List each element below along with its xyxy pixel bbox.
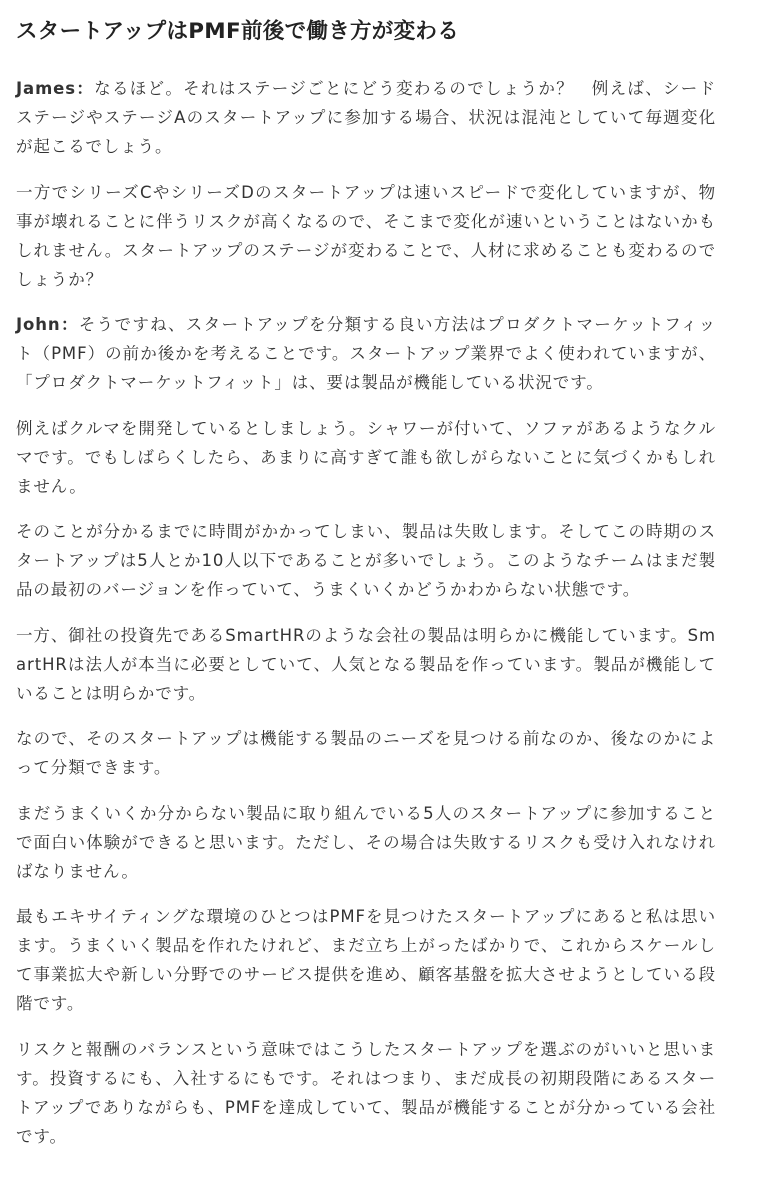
paragraph-text: まだうまくいくか分からない製品に取り組んでいる5人のスタートアップに参加することで面白い体験ができると思います。ただし、その場合は失敗するリスクも受け入れなければなりません。 [16,803,716,881]
paragraph [16,621,716,708]
paragraph [16,724,716,782]
paragraph [16,799,716,886]
paragraph [16,902,716,1018]
paragraph-text: なので、そのスタートアップは機能する製品のニーズを見つける前なのか、後なのかによって分類できます。 [16,729,716,777]
paragraph [16,74,716,161]
article-title: スタートアップはPMF前後で働き方が変わる [16,19,459,44]
paragraph-text: なるほど。それはステージごとにどう変わるのでしょうか？ 例えば、シードステージやステージAのスタートアップに参加する場合、状況は混沌としていて毎週変化が起こるでしょう。 [16,79,716,156]
paragraph-text: 最もエキサイティングな環境のひとつはPMFを見つけたスタートアップにあると私は思います。うまくいく製品を作れたけれど、まだ立ち上がったばかりで、これからスケールして事業拡大や新しい分野でのサービス提供を進め、顧客基盤を拡大させようとしている段階です。 [16,907,716,1013]
paragraph-text: 例えばクルマを開発しているとしましょう。シャワーが付いて、ソファがあるようなクルマです。でもしばらくしたら、あまりに高すぎて誰も欲しがらないことに気づくかもしれません。 [16,418,716,496]
paragraph [16,517,716,604]
paragraph [16,310,716,397]
paragraph-text: 一方、御社の投資先であるSmartHRのような会社の製品は明らかに機能しています。SmartHRは法人が本当に必要としていて、人気となる製品を作っています。製品が機能していることは明らかです。 [16,625,716,703]
paragraph-text: リスクと報酬のバランスという意味ではこうしたスタートアップを選ぶのがいいと思います。投資するにも、入社するにもです。それはつまり、まだ成長の初期段階にあるスタートアップでありながらも、PMFを達成していて、製品が機能することが分かっている会社です。 [16,1039,716,1146]
paragraph-text: そのことが分かるまでに時間がかかってしまい、製品は失敗します。そしてこの時期のスタートアップは5人とか10人以下であることが多いでしょう。このようなチームはまだ製品の最初のバージョンを作っていて、うまくいくかどうかわからない状態です。 [16,522,716,599]
paragraph [16,414,716,501]
paragraph-text: 一方でシリーズCやシリーズDのスタートアップは速いスピードで変化していますが、物事が壊れることに伴うリスクが高くなるので、そこまで変化が速いということはないかもしれません。スタートアップのステージが変わることで、人材に求めることも変わるのでしょうか？ [16,182,716,289]
paragraph [16,178,716,294]
paragraph [16,1035,716,1151]
speaker-name: John： [16,315,79,334]
speaker-name: James： [16,79,95,98]
paragraph-text: そうですね、スタートアップを分類する良い方法はプロダクトマーケットフィット（PMF）の前か後かを考えることです。スタートアップ業界でよく使われていますが、「プロダクトマーケットフィット」は、要は製品が機能している状況です。 [16,315,716,392]
